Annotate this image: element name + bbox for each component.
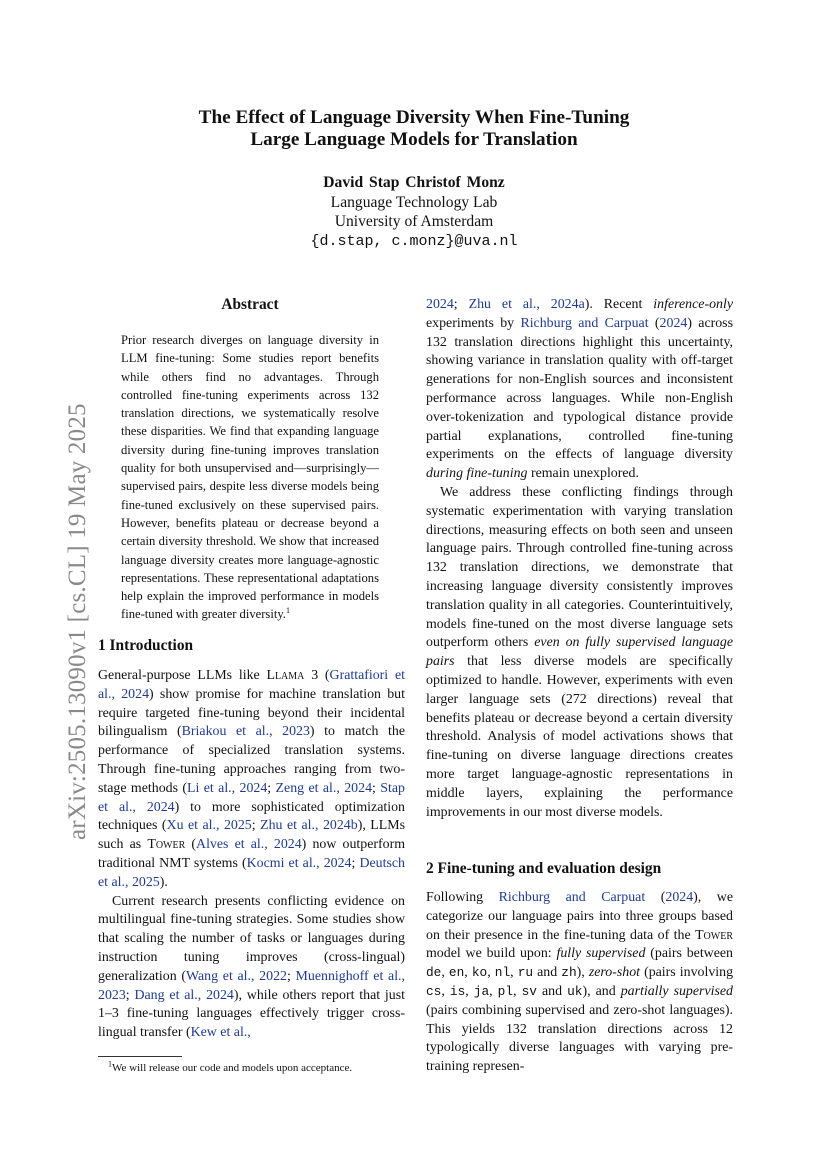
citation-link[interactable]: Zeng et al., 2024 bbox=[275, 780, 373, 796]
title-line-1: The Effect of Language Diversity When Fine-Tuning bbox=[198, 107, 630, 128]
affiliation-university: University of Amsterdam bbox=[334, 213, 494, 230]
abstract-text: Prior research diverges on language diversity in LLM fine-tuning: Some studies report benefits while others find no advantages. Through controlled fine-tuning experiments across 132 translation directions, we systematically resolve these disparities. We find that expanding language diversity during fine-tuning improves translation quality for both unsupervised and—surprisingly—supervised pairs, despite less diverse models being fine-tuned exclusively on these supervised pairs. However, benefits plateau or decrease beyond a certain diversity threshold. We show that increased language diversity creates more language-agnostic representations. These representational adaptations help explain the improved performance in models fine-tuned with greater diversity. bbox=[121, 333, 379, 622]
citation-link[interactable]: Kew et al., bbox=[190, 1025, 251, 1041]
citation-link[interactable]: Dang et al., 2024 bbox=[134, 987, 234, 1003]
authors: David Stap Christof Monz bbox=[323, 174, 505, 191]
affiliation-lab: Language Technology Lab bbox=[330, 194, 498, 211]
abstract-heading: Abstract bbox=[221, 296, 279, 313]
citation-link[interactable]: Stap et al., 2024 bbox=[98, 780, 405, 815]
citation-link[interactable]: Xu et al., 2025 bbox=[166, 818, 252, 834]
citation-link[interactable]: 2024 bbox=[665, 890, 694, 905]
footnote-marker[interactable]: 1 bbox=[285, 606, 290, 616]
title-line-2: Large Language Models for Translation bbox=[250, 129, 578, 150]
footnote-rule bbox=[98, 1056, 182, 1057]
section-2-paragraph-1: Following Richburg and Carpuat (2024), we categorize our language pairs into three groups based on their presence in the fine-tuning data of the Tower model we build upon: fully supervised (pairs between de, en, ko, nl, ru and zh), zero-shot (pairs involving cs, is, ja, pl, sv and uk), and partially supervised (pairs combining supervised and zero-shot languages). This yields 132 translation directions across 12 typologically diverse languages with varying pre-training represen- bbox=[426, 890, 734, 1075]
author-emails[interactable]: {d.stap, c.monz}@uva.nl bbox=[310, 233, 518, 250]
section-2-heading: 2 Fine-tuning and evaluation design bbox=[426, 860, 662, 877]
footnote-text: We will release our code and models upon acceptance. bbox=[112, 1062, 353, 1074]
abstract bbox=[121, 331, 379, 624]
citation-link[interactable]: Li et al., 2024 bbox=[187, 780, 268, 796]
citation-link[interactable]: Deutsch et al., 2025 bbox=[98, 855, 405, 890]
citation-link[interactable]: Muennighoff et al., 2023 bbox=[98, 968, 405, 1003]
citation-link[interactable]: Richburg and Carpuat bbox=[498, 890, 646, 905]
intro-paragraph-4: We address these conflicting findings through systematic experimentation with varying translation directions, measuring effects on both seen and unseen language pairs. Through controlled fine-tuning across 132 translation directions, we demonstrate that increasing language diversity consistently improves translation quality in all categories. Counterintuitively, models fine-tuned on the most diverse language sets outperform others even on fully supervised language pairs that less diverse models are specifically optimized to handle. However, experiments with even larger language sets (272 directions) reveal that benefits plateau or decrease beyond a certain diversity threshold. Analysis of model activations shows that fine-tuning on diverse language directions creates more target language-agnostic representations in middle layers, explaining the performance improvements in our most diverse models. bbox=[426, 484, 733, 820]
citation-link[interactable]: Zhu et al., 2024b bbox=[260, 818, 358, 834]
paper-title bbox=[0, 107, 828, 151]
citation-link[interactable]: Kocmi et al., 2024 bbox=[246, 855, 352, 871]
intro-paragraph-1: General-purpose LLMs like Llama 3 (Grattafiori et al., 2024) show promise for machine translation but require targeted fine-tuning beyond their incidental bilingualism (Briakou et al., 2023) to match the performance of specialized translation systems. Through fine-tuning approaches ranging from two-stage methods (Li et al., 2024; Zeng et al., 2024; Stap et al., 2024) to more sophisticated optimization techniques (Xu et al., 2025; Zhu et al., 2024b), LLMs such as Tower (Alves et al., 2024) now outperform traditional NMT systems (Kocmi et al., 2024; Deutsch et al., 2025). bbox=[98, 668, 406, 890]
citation-link[interactable]: Wang et al., 2022 bbox=[186, 968, 287, 984]
citation-link[interactable]: Grattafiori et al., 2024 bbox=[98, 668, 405, 702]
citation-link[interactable]: Alves et al., 2024 bbox=[196, 837, 302, 853]
section-2-body bbox=[426, 889, 733, 1077]
left-column-body bbox=[98, 667, 405, 1043]
section-1-heading: 1 Introduction bbox=[98, 637, 194, 654]
citation-link[interactable]: 2024 bbox=[659, 315, 688, 331]
citation-link[interactable]: Richburg and Carpuat bbox=[520, 315, 649, 331]
footnote: $^1$We will release our code and models upon acceptance. bbox=[108, 1059, 353, 1074]
arxiv-identifier bbox=[12, 340, 91, 840]
intro-paragraph-3: 2024; Zhu et al., 2024a). Recent inference-only experiments by Richburg and Carpuat (2024) across 132 translation directions highlight this uncertainty, showing variance in translation quality with off-target generations for non-English sources and inconsistent performance across languages. While non-English over-tokenization and typological distance provide partial explanations, controlled fine-tuning experiments on the effects of language diversity during fine-tuning remain unexplored. bbox=[426, 297, 733, 482]
intro-paragraph-2: Current research presents conflicting evidence on multilingual fine-tuning strategies. Some studies show that scaling the number of tasks or languages during instruction tuning improves (cross-lingual) generalization (Wang et al., 2022; Muennighoff et al., 2023; Dang et al., 2024), while others report that just 1–3 fine-tuning languages effectively trigger cross-lingual transfer (Kew et al., bbox=[98, 893, 405, 1041]
citation-link[interactable]: Zhu et al., 2024a bbox=[468, 297, 585, 312]
citation-link[interactable]: 2024 bbox=[426, 297, 454, 312]
right-column-body bbox=[426, 296, 733, 822]
arxiv-identifier-text: arXiv:2505.13090v1 [cs.CL] 19 May 2025 bbox=[64, 403, 91, 840]
citation-link[interactable]: Briakou et al., 2023 bbox=[181, 724, 310, 740]
